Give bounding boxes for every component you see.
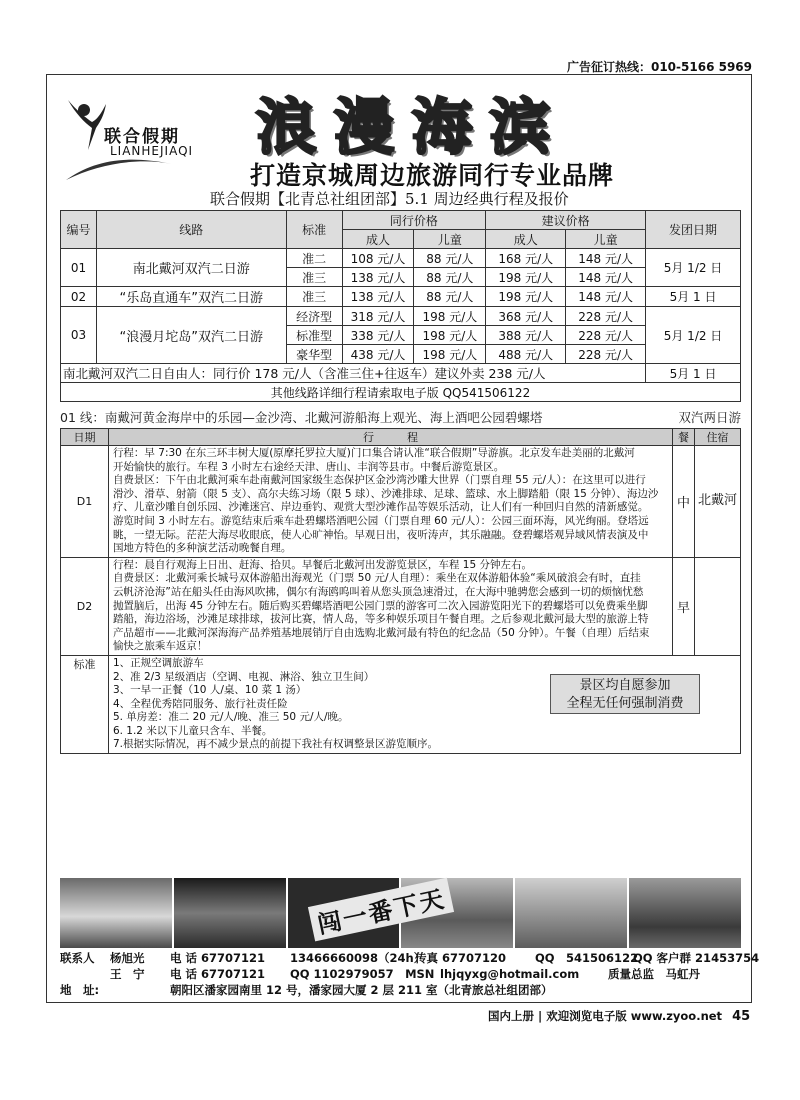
contact-block (60, 950, 760, 998)
retail-adult: 488 元/人 (486, 345, 566, 364)
desc-line: 开始愉快的旅行。车程 3 小时左右途经天津、唐山、丰润等县市。中餐后游览景区。 (112, 460, 505, 473)
day-description (108, 557, 672, 655)
contact-row (60, 950, 760, 966)
std: 准二 (286, 249, 342, 268)
retail-child: 148 元/人 (566, 268, 646, 287)
desc-line: 产品超市——北戴河深海海产品养殖基地展销厅自由选购北戴河最有特色的纪念品（50 分钟）。午餐（自理）后结束 (112, 626, 650, 639)
th-stay: 住宿 (695, 429, 741, 446)
photo-pavilion (60, 878, 172, 948)
contact-row (60, 966, 750, 982)
peer-child: 88 元/人 (414, 249, 486, 268)
desc-line: 自费景区：下午由北戴河乘车赴南戴河国家级生态保护区金沙湾沙雕大世界（门票自理 55 元/人）：在这里可以进行 (112, 474, 646, 487)
peer-adult: 138 元/人 (342, 268, 414, 287)
line01-heading (60, 408, 741, 426)
th-retail-price: 建议价格 (486, 211, 646, 230)
stay: 北戴河 (695, 446, 741, 558)
qq-msn: QQ 1102979057 MSN (290, 967, 435, 981)
phone: 电 话 67707121 (170, 967, 266, 981)
list-item: 6. 1.2 米以下儿童只含车、半餐。 (112, 724, 273, 737)
table-row (61, 307, 741, 326)
retail-child: 228 元/人 (566, 326, 646, 345)
list-item: 4、全程优秀陪同服务、旅行社责任险 (112, 697, 288, 710)
itinerary-table (60, 428, 741, 754)
desc-line: 愉快之旅乘车返京！ (112, 640, 208, 653)
address-label: 地 址: (60, 983, 100, 997)
qq-group: QQ 客户群 21453754 (633, 951, 760, 965)
peer-child: 88 元/人 (414, 268, 486, 287)
footer-text: 国内上册 | 欢迎浏览电子版 www.zyoo.net (488, 1009, 723, 1023)
route-name: “浪漫月坨岛”双汽二日游 (96, 307, 286, 364)
desc-line: 抛置脑后，出海 45 分钟左右。随后购买碧螺塔酒吧公园门票的游客可二次入园游览阳光下的碧螺塔可以免费乘坐脚 (112, 599, 648, 612)
peer-child: 198 元/人 (414, 326, 486, 345)
contact-note: 其他线路详细行程请索取电子版 QQ541506122 (61, 383, 741, 402)
photo-tower (515, 878, 627, 948)
th-retail-adult: 成人 (486, 230, 566, 249)
day-label: D1 (61, 446, 109, 558)
std: 准三 (286, 268, 342, 287)
retail-child: 148 元/人 (566, 287, 646, 307)
photo-great-wall (629, 878, 741, 948)
peer-child: 198 元/人 (414, 345, 486, 364)
desc-line: 国地方特色的多种演艺活动晚餐自理。 (112, 542, 292, 555)
desc-line: 眺，一望无际。茫茫大海尽收眼底，使人心旷神怡。早观日出，夜听涛声，其乐融融。登碧螺塔观异域风情表演及中 (112, 528, 649, 541)
list-item: 7.根据实际情况，再不减少景点的前提下我社有权调整景区游览顺序。 (112, 738, 438, 751)
phone: 电 话 67707121 (170, 951, 266, 965)
logo-en-text: LIANHEJIAQI (110, 144, 194, 158)
quality-director: 质量总监 马虹丹 (608, 967, 700, 981)
peer-adult: 438 元/人 (342, 345, 414, 364)
day-row (61, 446, 741, 558)
retail-adult: 198 元/人 (486, 268, 566, 287)
contact-label: 联系人 (60, 951, 95, 965)
notice-line: 全程无任何强制消费 (566, 695, 684, 711)
th-trip: 行 程 (108, 429, 672, 446)
th-peer-adult: 成人 (342, 230, 414, 249)
table-row (61, 287, 741, 307)
slogan: 打造京城周边旅游同行专业品牌 (250, 161, 615, 190)
contact-row (60, 982, 750, 998)
th-meal: 餐 (673, 429, 695, 446)
th-peer-child: 儿童 (414, 230, 486, 249)
email: lhjqyxg@hotmail.com (440, 967, 580, 981)
list-item: 2、准 2/3 星级酒店（空调、电视、淋浴、独立卫生间） (112, 670, 375, 683)
fax: 传真 67707120 (415, 951, 507, 965)
th-day: 日期 (61, 429, 109, 446)
contact-name: 杨旭光 (110, 951, 145, 965)
photo-sunset-sea (174, 878, 286, 948)
day-row (61, 557, 741, 655)
th-no: 编号 (61, 211, 97, 249)
table-row (61, 249, 741, 268)
free-travel-text: 南北戴河双汽二日自由人：同行价 178 元/人（含准三住+往返车）建议外卖 238 元/人 (61, 364, 646, 383)
desc-line: 游览时间 3 小时左右。游览结束后乘车赴碧螺塔酒吧公园（门票自理 60 元/人）：公园三面环海，风光绚丽。登塔远 (112, 514, 649, 527)
retail-child: 228 元/人 (566, 345, 646, 364)
line01-tail: 双汽两日游 (678, 410, 741, 425)
address: 朝阳区潘家园南里 12 号，潘家园大厦 2 层 211 室（北青旅总社组团部） (170, 983, 553, 997)
contact-name: 王 宁 (110, 967, 145, 981)
page-number: 45 (732, 1009, 751, 1024)
depart-date: 5月 1/2 日 (646, 307, 741, 364)
day-label: D2 (61, 557, 109, 655)
route-no: 03 (61, 307, 97, 364)
peer-adult: 338 元/人 (342, 326, 414, 345)
table-row (61, 383, 741, 402)
price-table (60, 210, 741, 402)
retail-adult: 198 元/人 (486, 287, 566, 307)
peer-adult: 318 元/人 (342, 307, 414, 326)
depart-date: 5月 1 日 (646, 364, 741, 383)
th-peer-price: 同行价格 (342, 211, 486, 230)
mobile: 13466660098（24h） (290, 951, 426, 965)
day-description (108, 446, 672, 558)
desc-line: 云帆济沧海”站在船头任由海风吹拂，偶尔有海鸥呜叫着从您头顶急速滑过，在大海中驰骋您会感到一切的烦恼忧愁 (112, 585, 644, 598)
subtitle: 联合假期【北青总社组团部】5.1 周边经典行程及报价 (210, 190, 569, 208)
th-retail-child: 儿童 (566, 230, 646, 249)
std: 经济型 (286, 307, 342, 326)
th-route: 线路 (96, 211, 286, 249)
list-item: 5. 单房差：准二 20 元/人/晚、准三 50 元/人/晚。 (112, 711, 349, 724)
brand-logo (62, 92, 237, 184)
route-name: “乐岛直通车”双汽二日游 (96, 287, 286, 307)
desc-line: 行程：晨自行观海上日出、赶海、拾贝。早餐后北戴河出发游览景区，车程 15 分钟左右。 (112, 558, 532, 571)
desc-line: 踏船，海边浴场，沙滩足球排球，拔河比赛，情人岛，等多种娱乐项目午餐自理。之后参观北戴河最大型的旅游上特 (112, 613, 649, 626)
table-row (61, 364, 741, 383)
qq: QQ 541506122 (535, 951, 639, 965)
footer (488, 1008, 750, 1024)
standard-row (61, 655, 741, 753)
route-name: 南北戴河双汽二日游 (96, 249, 286, 287)
standard-label: 标准 (61, 655, 109, 753)
line01-text: 01 线：南戴河黄金海岸中的乐园—金沙湾、北戴河游船海上观光、海上酒吧公园碧螺塔 (60, 410, 543, 425)
peer-child: 88 元/人 (414, 287, 486, 307)
ad-hotline: 广告征订热线：010-5166 5969 (566, 60, 752, 74)
meal: 早 (673, 557, 695, 655)
notice-line: 景区均自愿参加 (579, 677, 671, 693)
list-item: 3、一早一正餐（10 人/桌、10 菜 1 汤） (112, 684, 307, 697)
desc-line: 行程：早 7:30 在东三环丰树大厦(原摩托罗拉大厦)门口集合请认准“联合假期”导游旗。北京发车赴美丽的北戴河 (112, 447, 635, 459)
meal: 中 (673, 446, 695, 558)
retail-child: 228 元/人 (566, 307, 646, 326)
route-no: 02 (61, 287, 97, 307)
std: 豪华型 (286, 345, 342, 364)
photo-sign (288, 878, 448, 948)
std: 准三 (286, 287, 342, 307)
desc-line: 滑沙、滑草、射箭（限 5 支）、高尔夫练习场（限 5 球）、沙滩排球、足球、篮球、水上脚踏船（限 15 分钟）、海边沙 (112, 487, 659, 500)
standard-list (108, 655, 740, 753)
th-std: 标准 (286, 211, 342, 249)
std: 标准型 (286, 326, 342, 345)
th-date: 发团日期 (646, 211, 741, 249)
photo-strip (60, 878, 741, 948)
depart-date: 5月 1 日 (646, 287, 741, 307)
big-title: 浪漫海滨 (256, 93, 568, 163)
retail-adult: 368 元/人 (486, 307, 566, 326)
retail-adult: 388 元/人 (486, 326, 566, 345)
desc-line: 自费景区：北戴河乘长城号双体游船出海观光（门票 50 元/人自理）：乘坐在双体游船体验“乘风破浪会有时，直挂 (112, 572, 641, 585)
voluntary-notice-box (550, 674, 700, 714)
peer-child: 198 元/人 (414, 307, 486, 326)
peer-adult: 138 元/人 (342, 287, 414, 307)
retail-child: 148 元/人 (566, 249, 646, 268)
stay (695, 557, 741, 655)
list-item: 1、正规空调旅游车 (112, 656, 204, 669)
sign-text: 闯一番下天 (308, 878, 454, 942)
logo-cn-text: 联合假期 (104, 127, 180, 147)
route-no: 01 (61, 249, 97, 287)
retail-adult: 168 元/人 (486, 249, 566, 268)
desc-line: 疗、儿童沙雕自创乐园、沙滩迷宫、岸边垂钓、观赏大型沙滩作品等娱乐活动，让人们有一种回归自然的清新感觉。 (112, 501, 649, 514)
peer-adult: 108 元/人 (342, 249, 414, 268)
depart-date: 5月 1/2 日 (646, 249, 741, 287)
